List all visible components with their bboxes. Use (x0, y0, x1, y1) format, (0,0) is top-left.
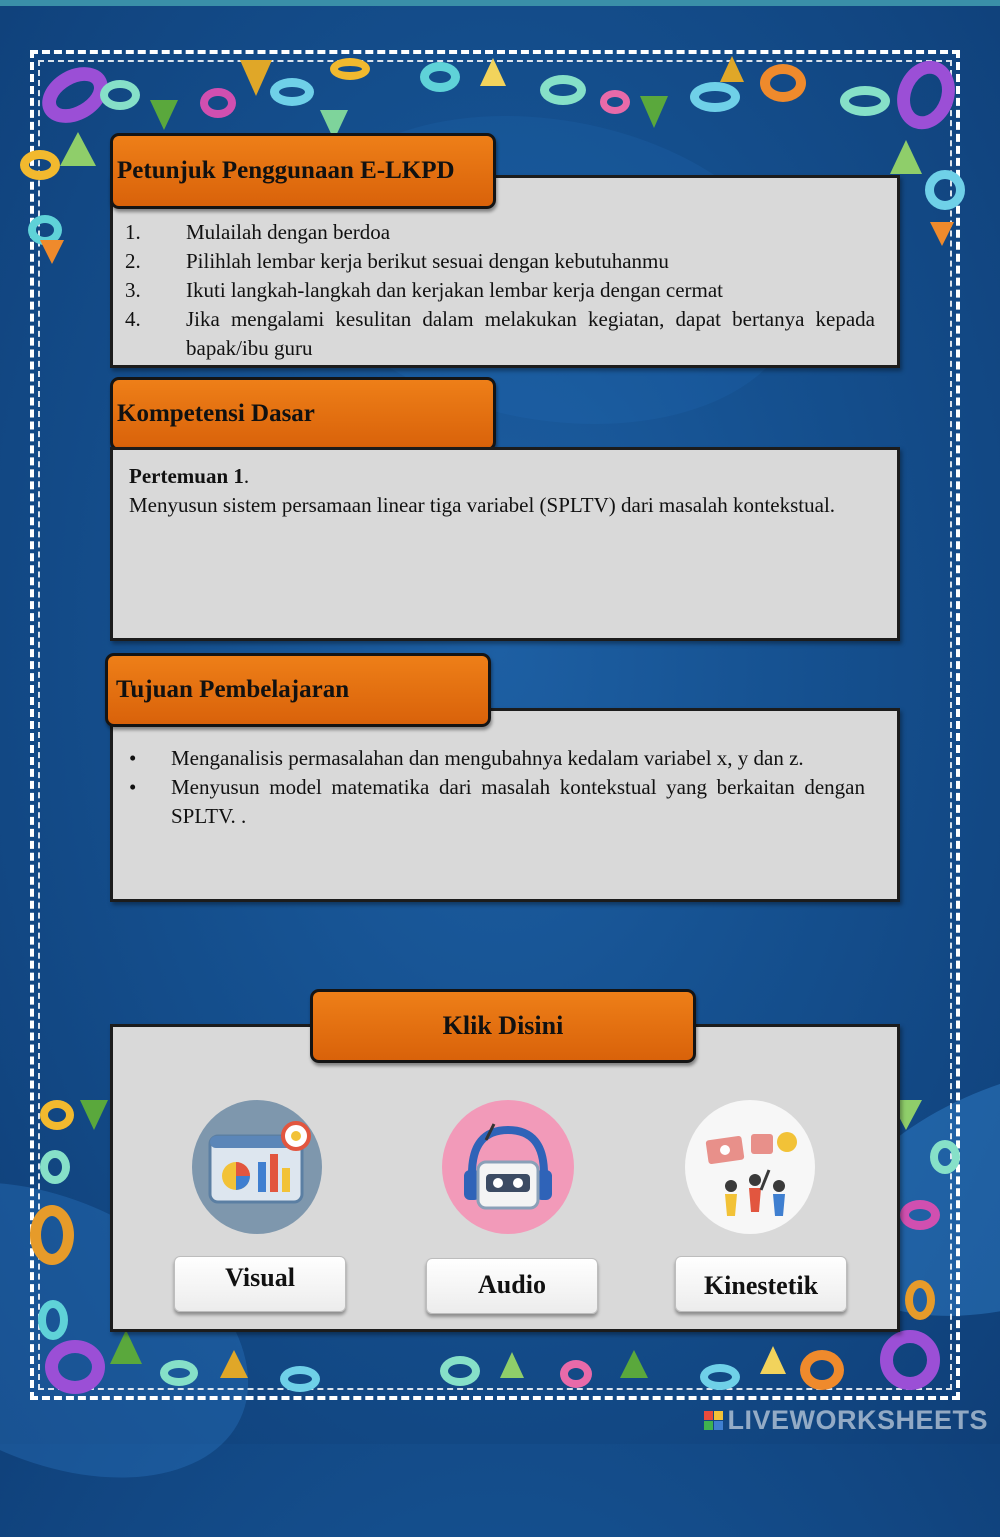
list-item: 3. Ikuti langkah-langkah dan kerjakan lembar kerja dengan cermat (125, 278, 724, 302)
liveworksheets-logo (704, 1411, 723, 1430)
audio-button[interactable]: Audio (426, 1258, 598, 1314)
brand-name: LIVEWORKSHEETS (727, 1405, 988, 1435)
kompetensi-text: Menyusun sistem persamaan linear tiga variabel (SPLTV) dari masalah kontekstual. (129, 493, 836, 517)
liveworksheets-watermark (704, 1405, 988, 1436)
list-item: • Menyusun model matematika dari masalah kontekstual yang berkaitan dengan SPLTV. . (129, 775, 865, 828)
top-bar (0, 0, 1000, 6)
visual-button[interactable]: Visual (174, 1256, 346, 1312)
klik-title: Klik Disini (310, 989, 696, 1063)
petunjuk-list (125, 218, 875, 363)
audio-icon[interactable] (442, 1100, 574, 1234)
kompetensi-body (129, 462, 886, 520)
list-item: 4. Jika mengalami kesulitan dalam melakukan kegiatan, dapat bertanya kepada bapak/ibu guru (125, 307, 875, 360)
meeting-suffix: . (243, 464, 250, 488)
list-item: 1. Mulailah dengan berdoa (125, 220, 391, 244)
tujuan-title: Tujuan Pembelajaran (105, 653, 491, 727)
meeting-label: Pertemuan 1 (129, 464, 244, 488)
meeting-heading (129, 462, 886, 491)
kinestetik-icon[interactable] (685, 1100, 815, 1234)
tujuan-list (129, 744, 865, 831)
kinestetik-button[interactable]: Kinestetik (675, 1256, 847, 1312)
list-item: 2. Pilihlah lembar kerja berikut sesuai dengan kebutuhanmu (125, 249, 669, 273)
kompetensi-title: Kompetensi Dasar (110, 377, 496, 451)
visual-icon[interactable] (192, 1100, 322, 1234)
petunjuk-title: Petunjuk Penggunaan E-LKPD (110, 133, 496, 209)
list-item: • Menganalisis permasalahan dan mengubahnya kedalam variabel x, y dan z. (129, 746, 804, 770)
